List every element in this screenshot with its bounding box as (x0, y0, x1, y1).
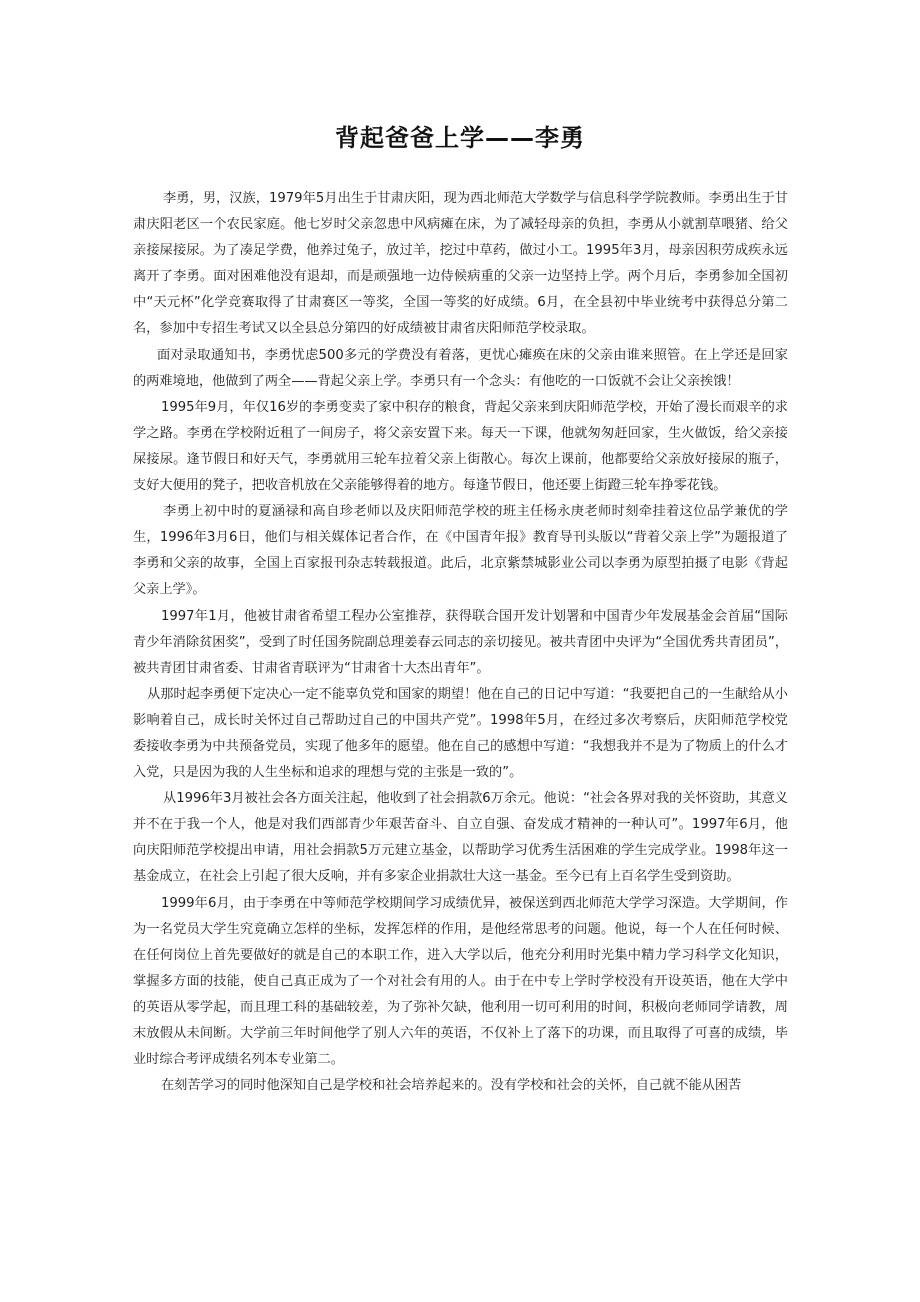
paragraph-school-life: 1995年9月，年仅16岁的李勇变卖了家中积存的粮食，背起父亲来到庆阳师范学校，开始了漫长而艰辛的求学之路。李勇在学校附近租了一间房子，将父亲安置下来。每天一下课，他就匆匆赶回家，生火做饭，给父亲接屎接尿。逢节假日和好天气，李勇就用三轮车拉着父亲上街散心。每次上课前，他都要给父亲放好接尿的瓶子，支好大便用的凳子，把收音机放在父亲能够得着的地方。每逢节假日，他还要上街蹬三轮车挣零花钱。 (133, 399, 788, 494)
paragraph-university: 1999年6月，由于李勇在中等师范学校期间学习成绩优异，被保送到西北师范大学学习深造。大学期间，作为一名党员大学生究竟确立怎样的坐标，发挥怎样的作用，是他经常思考的问题。他说，每一个人在任何时候、在任何岗位上首先要做好的就是自己的本职工作，进入大学以后，他充分利用时光集中精力学习科学文化知识，掌握多方面的技能，使自己真正成为了一个对社会有用的人。由于在中专上学时学校没有开设英语，他在大学中的英语从零学起，而且理工科的基础较差，为了弥补欠缺，他利用一切可利用的时间，积极向老师同学请教，周末放假从未间断。大学前三年时间他学了别人六年的英语，不仅补上了落下的功课，而且取得了可喜的成绩，毕业时综合考评成绩名列本专业第二。 (133, 895, 788, 1068)
paragraph-fund: 从1996年3月被社会各方面关注起，他收到了社会捐款6万余元。他说：“社会各界对我的关怀资助，其意义并不在于我一个人，他是对我们西部青少年艰苦奋斗、自立自强、奋发成才精神的一种认可”。1997年6月，他向庆阳师范学校提出申请，用社会捐款5万元建立基金，以帮助学习优秀生活困难的学生完成学业。1998年这一基金成立，在社会上引起了很大反响，并有多家企业捐款壮大这一基金。至今已有上百名学生受到资助。 (133, 791, 788, 885)
paragraph-party: 从那时起李勇便下定决心一定不能辜负党和国家的期望！他在自己的日记中写道：“我要把自己的一生献给从小影响着自己，成长时关怀过自己帮助过自己的中国共产党”。1998年5月，在经过多次考察后，庆阳师范学校党委接收李勇为中共预备党员，实现了他多年的愿望。他在自己的感想中写道：“我想我并不是为了物质上的什么才入党，只是因为我的人生坐标和追求的理想与党的主张是一致的”。 (133, 686, 788, 781)
paragraph-admission: 面对录取通知书，李勇忧虑500多元的学费没有着落，更忧心瘫痪在床的父亲由谁来照管。在上学还是回家的两难境地，他做到了两全——背起父亲上学。李勇只有一个念头：有他吃的一口饭就不会让父亲挨饿！ (133, 347, 788, 389)
document-title: 背起爸爸上学——李勇 (335, 124, 585, 152)
paragraph-intro: 李勇，男，汉族，1979年5月出生于甘肃庆阳，现为西北师范大学数学与信息科学学院教师。李勇出生于甘肃庆阳老区一个农民家庭。他七岁时父亲忽患中风病瘫在床，为了减轻母亲的负担，李勇从小就割草喂猪、给父亲接屎接尿。为了凑足学费，他养过兔子，放过羊，挖过中草药，做过小工。1995年3月，母亲因积劳成疾永远离开了李勇。面对困难他没有退却，而是顽强地一边侍候病重的父亲一边坚持上学。两个月后，李勇参加全国初中“天元杯”化学竞赛取得了甘肃赛区一等奖，全国一等奖的好成绩。6月，在全县初中毕业统考中获得总分第二名，参加中专招生考试又以全县总分第四的好成绩被甘肃省庆阳师范学校录取。 (133, 191, 788, 337)
paragraph-media-report: 李勇上初中时的夏涵禄和高自珍老师以及庆阳师范学校的班主任杨永庚老师时刻牵挂着这位品学兼优的学生，1996年3月6日，他们与相关媒体记者合作，在《中国青年报》教育导刊头版以“背着父亲上学”为题报道了李勇和父亲的故事，全国上百家报刊杂志转载报道。此后，北京紫禁城影业公司以李勇为原型拍摄了电影《背起父亲上学》。 (133, 504, 788, 598)
paragraph-gratitude: 在刻苦学习的同时他深知自己是学校和社会培养起来的。没有学校和社会的关怀，自己就不能从困苦 (161, 1078, 742, 1094)
paragraph-awards: 1997年1月，他被甘肃省希望工程办公室推荐，获得联合国开发计划署和中国青少年发展基金会首届“国际青少年消除贫困奖”，受到了时任国务院副总理姜春云同志的亲切接见。被共青团中央评为“全国优秀共青团员”，被共青团甘肃省委、甘肃省青联评为“甘肃省十大杰出青年”。 (133, 608, 788, 676)
document-body (133, 186, 788, 1099)
